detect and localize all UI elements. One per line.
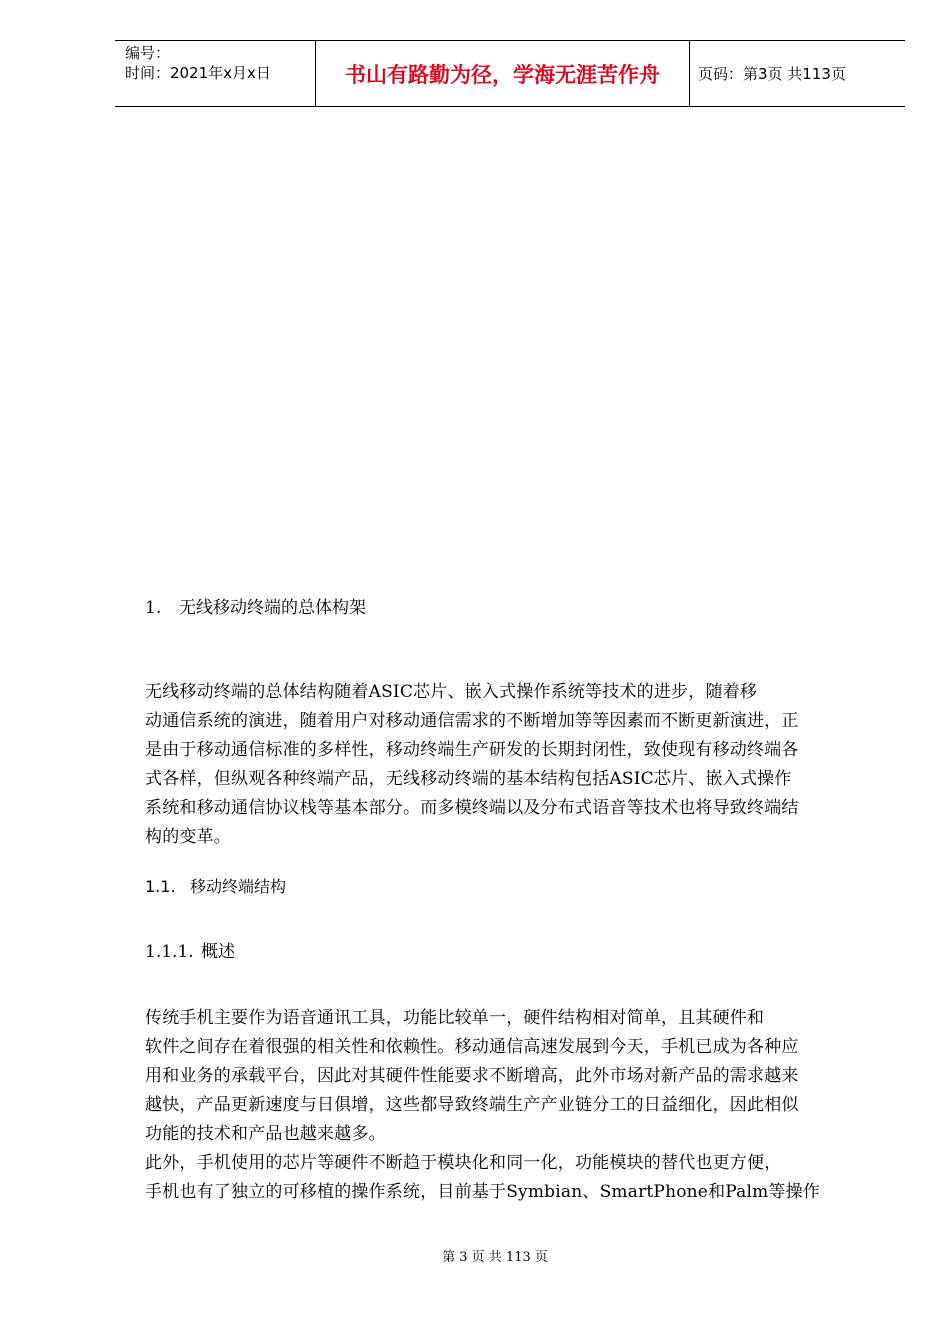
paragraph-line: 越快，产品更新速度与日俱增，这些都导致终端生产产业链分工的日益细化，因此相似 <box>145 1095 799 1115</box>
paragraph-line: 式各样，但纵观各种终端产品，无线移动终端的基本结构包括ASIC芯片、嵌入式操作 <box>145 769 792 789</box>
section-1-1-1-number: 1.1.1. <box>145 942 194 962</box>
paragraph-line: 无线移动终端的总体结构随着ASIC芯片、嵌入式操作系统等技术的进步，随着移 <box>145 682 758 702</box>
section-1-1-1-title: 概述 <box>201 942 235 962</box>
paragraph-line: 手机也有了独立的可移植的操作系统，目前基于Symbian、SmartPhone和Palm等操作 <box>145 1182 821 1202</box>
paragraph-1 <box>145 678 880 852</box>
paragraph-line: 软件之间存在着很强的相关性和依赖性。移动通信高速发展到今天，手机已成为各种应 <box>145 1037 799 1057</box>
section-1-1-number: 1.1. <box>145 877 176 896</box>
document-number-label: 编号： <box>125 44 171 62</box>
paragraph-line: 构的变革。 <box>145 827 231 847</box>
header-motto: 书山有路勤为径，学海无涯苦作舟 <box>315 41 690 106</box>
section-1-1-title: 移动终端结构 <box>190 877 287 896</box>
paragraph-line: 动通信系统的演进，随着用户对移动通信需求的不断增加等等因素而不断更新演进，正 <box>145 711 799 731</box>
header-meta <box>115 41 315 106</box>
page-footer: 第 3 页 共 113 页 <box>442 1250 548 1265</box>
section-1-title: 无线移动终端的总体构架 <box>179 598 366 618</box>
document-time-label: 时间：2021年x月x日 <box>125 64 271 82</box>
paragraph-2 <box>145 1004 880 1207</box>
section-1-1-1-heading <box>145 940 235 964</box>
paragraph-line: 是由于移动通信标准的多样性，移动终端生产研发的长期封闭性，致使现有移动终端各 <box>145 740 799 760</box>
page-header <box>115 40 905 107</box>
section-1-1-heading <box>145 875 286 899</box>
paragraph-line: 功能的技术和产品也越来越多。 <box>145 1124 386 1144</box>
paragraph-line: 用和业务的承载平台，因此对其硬件性能要求不断增高，此外市场对新产品的需求越来 <box>145 1066 799 1086</box>
paragraph-line: 传统手机主要作为语音通讯工具，功能比较单一，硬件结构相对简单，且其硬件和 <box>145 1008 765 1028</box>
paragraph-line: 系统和移动通信协议栈等基本部分。而多模终端以及分布式语音等技术也将导致终端结 <box>145 798 799 818</box>
section-1-number: 1. <box>145 598 162 618</box>
header-page-info: 页码：第3页 共113页 <box>698 65 846 83</box>
section-1-heading <box>145 596 366 620</box>
paragraph-line: 此外，手机使用的芯片等硬件不断趋于模块化和同一化，功能模块的替代也更方便， <box>145 1153 782 1173</box>
